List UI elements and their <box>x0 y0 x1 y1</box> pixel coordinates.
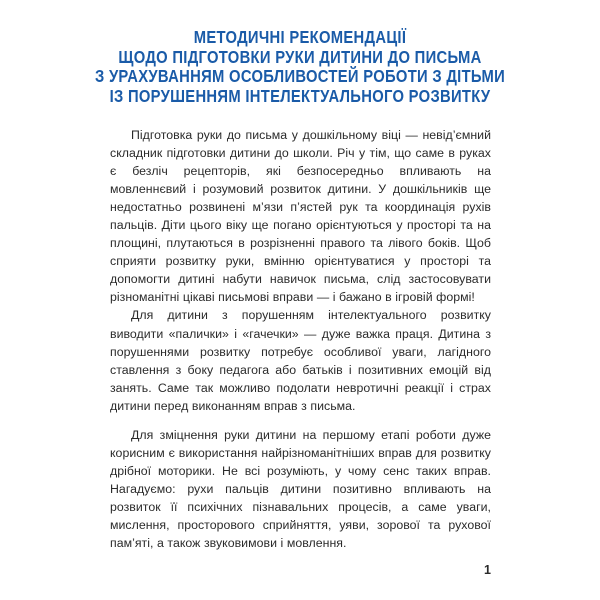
page-number: 1 <box>484 563 491 577</box>
title-line-4: ІЗ ПОРУШЕННЯМ ІНТЕЛЕКТУАЛЬНОГО РОЗВИТКУ <box>109 85 491 106</box>
body-text <box>110 126 491 552</box>
paragraph-3: Для зміцнення руки дитини на першому етапі роботи дуже корисним є використання найрізноманітніших вправ для розвитку дрібної моторики. Не всі розуміють, у чому сенс таких вправ. Нагадуємо: рухи пальців дитини позитивно впливають на розвиток її психічних пізнавальних процесів, а саме уваги, мислення, просторового сприйняття, уяви, зорової та рухової пам’яті, а також звуковимови і мовлення. <box>110 427 491 551</box>
title-line-1: МЕТОДИЧНІ РЕКОМЕНДАЦІЇ <box>193 27 407 47</box>
title-line-3: З УРАХУВАННЯМ ОСОБЛИВОСТЕЙ РОБОТИ З ДІТЬМИ <box>94 66 506 87</box>
page-title <box>0 28 600 106</box>
title-line-2: ЩОДО ПІДГОТОВКИ РУКИ ДИТИНИ ДО ПИСЬМА <box>118 46 482 67</box>
paragraph-1: Підготовка руки до письма у дошкільному віці — невід’ємний складник підготовки дитини до школи. Річ у тім, що саме в руках є безліч рецепторів, які безпосередньо впливають на мовленнєвий і розумовий розвиток дитини. У дошкільників ще недостатньо розвинені м’язи п’ястей рук та координація рухів пальців. Діти цього віку ще погано орієнтуються у просторі та на площині, плутаються в розрізненні правого та лівого боків. Щоб сприяти розвитку руки, вмінню орієнтуватися у просторі та допомогти дитині набути навичок письма, слід застосовувати різноманітні цікаві письмові вправи — і бажано в ігровій формі! <box>110 128 491 305</box>
paragraph-2: Для дитини з порушенням інтелектуального розвитку виводити «палички» і «гачечки» — дуже важка праця. Дитина з порушеннями розвитку потребує особливої уваги, лагідного ставлення з боку педагога або батьків і позитивних емоцій від занять. Саме так можливо подолати невротичні реакції і страх дитини перед виконанням вправ з письма. <box>110 308 491 413</box>
